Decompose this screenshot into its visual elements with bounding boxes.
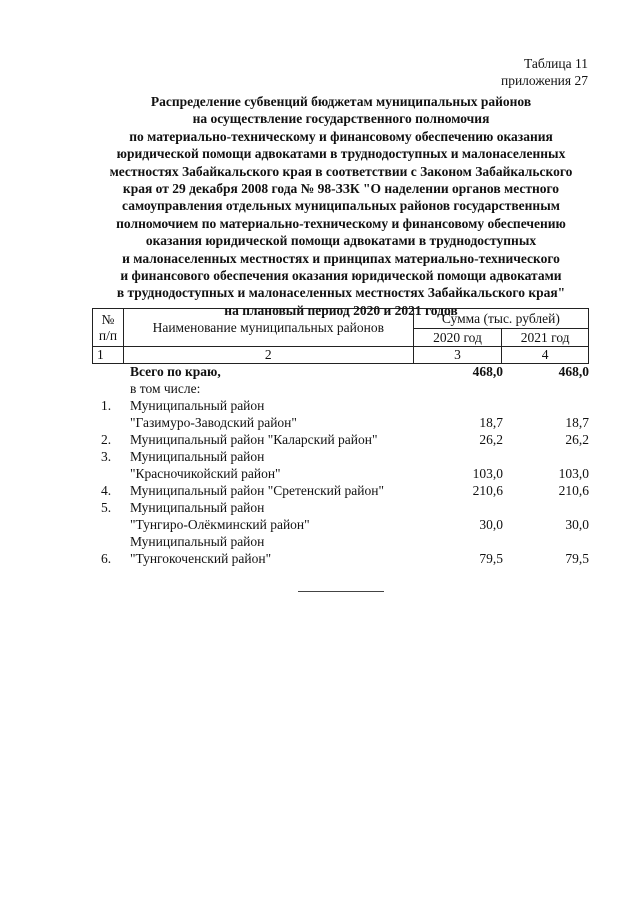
header-num [93, 309, 124, 347]
row-value-2020: 210,6 [472, 483, 503, 498]
title-line: по материально-техническому и финансовому обеспечению оказания [129, 128, 553, 144]
row-name-line2: "Газимуро-Заводский район" [130, 415, 297, 430]
row-number: 6. [101, 551, 112, 566]
table-row [92, 500, 589, 534]
row-value-2020: 30,0 [479, 517, 503, 532]
index-cell: 2 [123, 347, 413, 364]
row-name-line1: Муниципальный район [130, 500, 265, 515]
closing-divider [298, 591, 384, 592]
row-value-2020: 18,7 [479, 415, 503, 430]
table-row [92, 534, 589, 568]
row-value-2020: 79,5 [479, 551, 503, 566]
row-value-2021: 103,0 [558, 466, 589, 481]
title-line: на плановый период 2020 и 2021 годов [224, 302, 458, 318]
header-year-2021: 2021 год [502, 329, 589, 347]
title-line: юридической помощи адвокатами в труднодоступных и малонаселенных [116, 146, 566, 162]
row-value-2021: 79,5 [565, 551, 589, 566]
row-value-2021: 18,7 [565, 415, 589, 430]
total-label: Всего по краю, [130, 364, 221, 379]
caption-table-number: Таблица 11 [524, 56, 588, 71]
title-line: самоуправления отдельных муниципальных районов государственным [122, 198, 560, 214]
title-line: края от 29 декабря 2008 года № 98-ЗЗК "О наделении органов местного [122, 181, 560, 197]
row-name-line1: Муниципальный район "Сретенский район" [130, 483, 384, 498]
row-name-line2: "Тунгиро-Олёкминский район" [130, 517, 310, 532]
title-line: на осуществление государственного полномочия [192, 111, 490, 127]
caption-appendix: приложения 27 [500, 73, 588, 88]
row-name-line1: Муниципальный район [130, 449, 265, 464]
total-2021: 468,0 [558, 364, 589, 379]
row-value-2021: 30,0 [565, 517, 589, 532]
index-cell: 4 [502, 347, 589, 364]
table-row [92, 398, 589, 432]
row-number: 5. [101, 500, 112, 515]
index-cell: 1 [93, 347, 124, 364]
table-body [92, 364, 589, 568]
row-number: 3. [101, 449, 112, 464]
title-line: полномочием по материально-техническому и финансовому обеспечению [116, 215, 566, 231]
row-number: 2. [101, 432, 112, 447]
index-cell: 3 [413, 347, 502, 364]
document-title [95, 93, 587, 319]
title-line: оказания юридической помощи адвокатами в труднодоступных [145, 233, 537, 249]
header-num-label: № п/п [98, 311, 118, 343]
title-line: и финансового обеспечения оказания юридической помощи адвокатами [120, 268, 562, 284]
header-year-2020: 2020 год [413, 329, 502, 347]
including-row [92, 381, 589, 398]
table-header [92, 308, 589, 364]
total-row [92, 364, 589, 381]
row-name-line1: Муниципальный район "Каларский район" [130, 432, 378, 447]
header-sum: Сумма (тыс. рублей) [413, 309, 588, 329]
table-row [92, 432, 589, 449]
row-name-line1: Муниципальный район [130, 398, 265, 413]
header-name: Наименование муниципальных районов [123, 309, 413, 347]
including-label: в том числе: [130, 381, 201, 396]
title-line: местностях Забайкальского края в соответствии с Законом Забайкальского [109, 163, 573, 179]
table-caption [501, 55, 588, 89]
row-number: 4. [101, 483, 112, 498]
row-name-line2: "Красночикойский район" [130, 466, 281, 481]
table-row [92, 449, 589, 483]
table-row [92, 483, 589, 500]
row-value-2021: 210,6 [558, 483, 589, 498]
row-name-line2: "Тунгокоченский район" [130, 551, 272, 566]
row-number: 1. [101, 398, 112, 413]
title-line: Распределение субвенций бюджетам муниципальных районов [150, 94, 532, 109]
row-value-2020: 26,2 [479, 432, 503, 447]
total-2020: 468,0 [472, 364, 503, 379]
row-value-2021: 26,2 [565, 432, 589, 447]
row-name-line1: Муниципальный район [130, 534, 265, 549]
title-line: в труднодоступных и малонаселенных местностях Забайкальского края" [116, 285, 566, 301]
title-line: и малонаселенных местностях и принципах материально-технического [122, 250, 560, 266]
row-value-2020: 103,0 [472, 466, 503, 481]
